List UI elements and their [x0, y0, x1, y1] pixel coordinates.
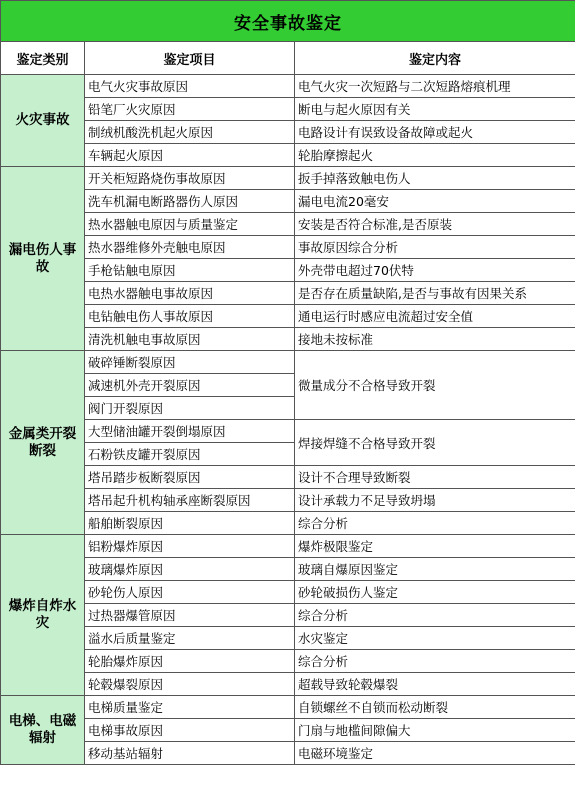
content-cell: 轮胎摩擦起火 [295, 144, 575, 167]
content-cell: 电路设计有误致设备故障或起火 [295, 121, 575, 144]
category-cell: 漏电伤人事故 [1, 167, 85, 351]
item-cell: 玻璃爆炸原因 [85, 558, 295, 581]
table-row [1, 512, 575, 535]
item-cell: 石粉铁皮罐开裂原因 [85, 443, 295, 466]
table-row [1, 259, 575, 282]
content-cell: 外壳带电超过70伏特 [295, 259, 575, 282]
table-row [1, 696, 575, 719]
category-cell: 爆炸自炸水灾 [1, 535, 85, 696]
item-cell: 阀门开裂原因 [85, 397, 295, 420]
item-cell: 热水器维修外壳触电原因 [85, 236, 295, 259]
item-cell: 电热水器触电事故原因 [85, 282, 295, 305]
item-cell: 轮毂爆裂原因 [85, 673, 295, 696]
content-cell: 设计不合理导致断裂 [295, 466, 575, 489]
content-cell: 接地未按标准 [295, 328, 575, 351]
table-row [1, 75, 575, 98]
content-cell: 砂轮破损伤人鉴定 [295, 581, 575, 604]
table-row [1, 282, 575, 305]
item-cell: 电梯质量鉴定 [85, 696, 295, 719]
content-cell: 设计承载力不足导致坍塌 [295, 489, 575, 512]
header-category: 鉴定类别 [1, 42, 85, 75]
table-row [1, 236, 575, 259]
category-cell: 金属类开裂断裂 [1, 351, 85, 535]
content-cell: 漏电电流20毫安 [295, 190, 575, 213]
category-cell: 火灾事故 [1, 75, 85, 167]
item-cell: 移动基站辐射 [85, 742, 295, 765]
table-row [1, 581, 575, 604]
item-cell: 减速机外壳开裂原因 [85, 374, 295, 397]
content-cell: 综合分析 [295, 604, 575, 627]
table-row [1, 328, 575, 351]
item-cell: 大型储油罐开裂倒塌原因 [85, 420, 295, 443]
item-cell: 船舶断裂原因 [85, 512, 295, 535]
table-row [1, 305, 575, 328]
header-item: 鉴定项目 [85, 42, 295, 75]
item-cell: 轮胎爆炸原因 [85, 650, 295, 673]
content-cell: 是否存在质量缺陷,是否与事故有因果关系 [295, 282, 575, 305]
table-row [1, 719, 575, 742]
table-row [1, 535, 575, 558]
table-row [1, 351, 575, 374]
table-row [1, 121, 575, 144]
content-cell: 超载导致轮毂爆裂 [295, 673, 575, 696]
item-cell: 制绒机酸洗机起火原因 [85, 121, 295, 144]
content-cell: 焊接焊缝不合格导致开裂 [295, 420, 575, 466]
item-cell: 开关柜短路烧伤事故原因 [85, 167, 295, 190]
item-cell: 铝粉爆炸原因 [85, 535, 295, 558]
content-cell: 事故原因综合分析 [295, 236, 575, 259]
content-cell: 综合分析 [295, 650, 575, 673]
item-cell: 车辆起火原因 [85, 144, 295, 167]
content-cell: 电气火灾一次短路与二次短路熔痕机理 [295, 75, 575, 98]
item-cell: 洗车机漏电断路器伤人原因 [85, 190, 295, 213]
content-cell: 电磁环境鉴定 [295, 742, 575, 765]
item-cell: 砂轮伤人原因 [85, 581, 295, 604]
content-cell: 综合分析 [295, 512, 575, 535]
content-cell: 自锁螺丝不自锁而松动断裂 [295, 696, 575, 719]
item-cell: 热水器触电原因与质量鉴定 [85, 213, 295, 236]
item-cell: 破碎锤断裂原因 [85, 351, 295, 374]
item-cell: 电梯事故原因 [85, 719, 295, 742]
table-row [1, 167, 575, 190]
item-cell: 过热器爆管原因 [85, 604, 295, 627]
content-cell: 玻璃自爆原因鉴定 [295, 558, 575, 581]
table-row [1, 213, 575, 236]
table-row [1, 673, 575, 696]
item-cell: 铅笔厂火灾原因 [85, 98, 295, 121]
content-cell: 爆炸极限鉴定 [295, 535, 575, 558]
content-cell: 微量成分不合格导致开裂 [295, 351, 575, 420]
item-cell: 清洗机触电事故原因 [85, 328, 295, 351]
table-row [1, 604, 575, 627]
category-cell: 电梯、电磁辐射 [1, 696, 85, 765]
item-cell: 电钻触电伤人事故原因 [85, 305, 295, 328]
content-cell: 通电运行时感应电流超过安全值 [295, 305, 575, 328]
header-content: 鉴定内容 [295, 42, 575, 75]
content-cell: 安装是否符合标准,是否原装 [295, 213, 575, 236]
table-row [1, 627, 575, 650]
item-cell: 塔吊起升机构轴承座断裂原因 [85, 489, 295, 512]
table-row [1, 420, 575, 443]
table-title: 安全事故鉴定 [1, 1, 575, 42]
content-cell: 水灾鉴定 [295, 627, 575, 650]
item-cell: 塔吊踏步板断裂原因 [85, 466, 295, 489]
item-cell: 溢水后质量鉴定 [85, 627, 295, 650]
table-row [1, 190, 575, 213]
item-cell: 手枪钻触电原因 [85, 259, 295, 282]
header-row [1, 42, 575, 75]
table-row [1, 98, 575, 121]
item-cell: 电气火灾事故原因 [85, 75, 295, 98]
content-cell: 断电与起火原因有关 [295, 98, 575, 121]
table-row [1, 489, 575, 512]
table-row [1, 558, 575, 581]
title-row [1, 1, 575, 42]
table-row [1, 466, 575, 489]
table-row [1, 144, 575, 167]
table-row [1, 650, 575, 673]
content-cell: 扳手掉落致触电伤人 [295, 167, 575, 190]
table-row [1, 742, 575, 765]
content-cell: 门扇与地槛间隙偏大 [295, 719, 575, 742]
